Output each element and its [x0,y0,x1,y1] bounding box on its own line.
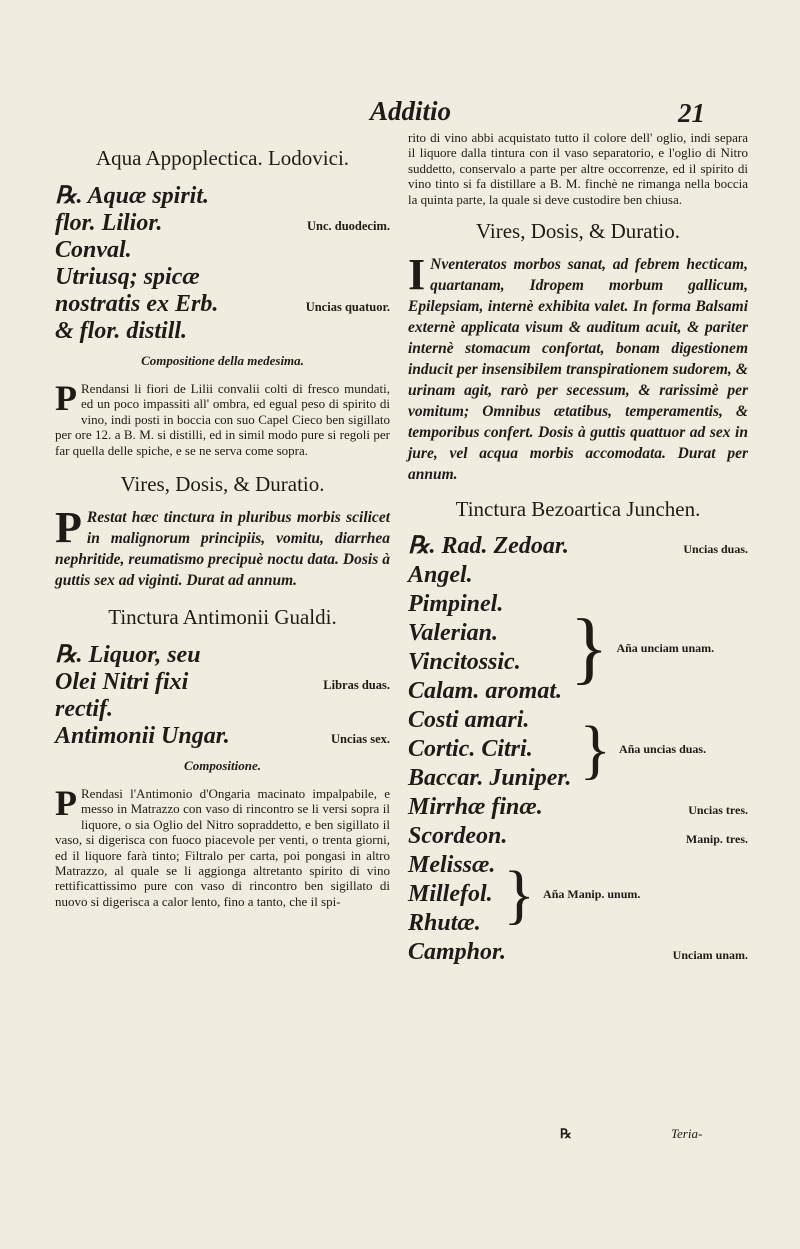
catchword: Teria- [671,1126,703,1141]
ingredient-line: Melissæ. [408,852,496,879]
ingredient-line: flor. Lilior. Unc. duodecim. [55,210,390,236]
running-head: Additio [370,96,452,126]
ingredient-line: rectif. [55,696,113,723]
ingredient-line: Valerian. [408,620,499,647]
ingredient-line: ℞. Aquæ spirit. [55,183,209,209]
brace-glyph: } [570,604,609,693]
ingredient-line: Olei Nitri fixi Libras duas. [55,669,390,696]
ingredient-line: Utriusq; spicæ [55,264,200,290]
custos-mark: ℞ [560,1126,572,1141]
brace-glyph: } [503,857,536,931]
ingredient-line: Calam. aromat. [408,678,563,705]
paragraph: PRestat hæc tinctura in pluribus morbis scilicet in malignorum principiis, vomitu, diarrhea nephritide, reumatismo precipuè noctu data. Dosis à guttis sex ad viginti. Durat ad annum. [55,503,390,590]
recipe-title: Aqua Appoplectica. Lodovici. [95,146,350,170]
ingredient-list [408,532,748,967]
ingredient-line: Millefol. [408,881,493,908]
ingredient-line: Scordeon. Manip. tres. [408,823,748,850]
ingredient-line: Costi amari. [408,707,530,734]
page-number: 21 [678,98,705,128]
right-column [408,130,748,969]
ingredient-line: Rhutæ. [408,910,481,937]
recipe-title: Tinctura Antimonii Gualdi. [108,605,337,630]
paragraph: PRendansi li fiori de Lilii convalii colti di fresco mundati, ed un poco impassiti all' ombra, ed egual peso di spirito di vino, indi posti in boccia con suo Capel Cieco ben sigillato per ore 12. a B. M. si distilli, ed in simil modo pure si regoli per far quella delle spiche, e se ne serva come sopra. [55,378,390,458]
recipe-title: Tinctura Bezoartica Junchen. [455,497,701,522]
ingredient-line: Camphor. Unciam unam. [408,939,748,966]
group-quantity: Aña unciam unam. [616,640,715,655]
ingredient-line: Conval. [55,237,132,263]
left-column [55,130,390,909]
paragraph: rito di vino abbi acquistato tutto il colore dell' oglio, indi separa il liquore dalla tintura con il vaso separatorio, e l'oglio di Nitro suddetto, conservalo a parte per altre occorrenze, ed il spirito di vino tinto si fa distillare a B. M. finchè ne rimanga nella boccia la quinta parte, la quale si deve custodire ben chiusa. [408,130,748,207]
section-heading: Vires, Dosis, & Duratio. [475,219,681,244]
ingredient-group [408,851,748,938]
ingredient-line: ℞. Rad. Zedoar. Uncias duas. [408,533,748,560]
ingredient-line: Cortic. Citri. [408,736,533,763]
ingredient-group [408,590,748,706]
ingredient-list [55,640,390,750]
ingredient-line: & flor. distill. [55,318,188,344]
paragraph: INventeratos morbos sanat, ad febrem hecticam, quartanam, Idropem morbum gallicum, Epilepsiam, internè exhibita valet. In forma Balsami externè applicata visum & auditum acuit, & pariter internè stomacum confortat, bonam digestionem inducit per insensibilem transpirationem sudorem, & urinam agit, rarò per secessum, & rarissimè per vomitum; Omnibus ætatibus, temperamentis, & temporibus confert. Dosis à guttis quattuor ad sex in jure, vel acqua morbis accomodata. Durat per annum. [408,250,748,484]
ingredient-list [55,181,390,345]
section-heading: Vires, Dosis, & Duratio. [120,472,325,497]
ingredient-line: Baccar. Juniper. [408,765,572,792]
ingredient-line: nostratis ex Erb. Uncias quatuor. [55,291,390,317]
brace-glyph: } [579,712,612,786]
paragraph: PRendasi l'Antimonio d'Ongaria macinato impalpabile, e messo in Matrazzo con vaso di rincontro se li versi sopra il liquore, o sia Oglio del Nitro sopraddetto, e ben sigillato il vaso, si digerisca con fuoco piacevole per venti, o trenta giorni, ed il liquore farà tinto; Filtralo per carta, poi pongasi in altro Matrazzo, al quale se li aggionga altretanto spirito di vino rettificattissimo pure con vaso di rincontro ben sigillato di nuovo si digerisca a calor lento, fino a tanto, che il spi- [55,783,390,909]
group-quantity: Aña uncias duas. [619,742,707,757]
group-quantity: Aña Manip. unum. [543,887,641,902]
subheading: Compositione della medesima. [141,353,304,368]
ingredient-line: Pimpinel. [408,591,504,618]
ingredient-line: ℞. Liquor, seu [55,642,201,669]
ingredient-group [408,706,748,793]
ingredient-line: Angel. [408,562,473,589]
ingredient-line: Mirrhæ finæ. Uncias tres. [408,794,748,821]
ingredient-line: Vincitossic. [408,649,521,676]
subheading: Compositione. [184,758,261,774]
ingredient-line: Antimonii Ungar. Uncias sex. [55,723,390,750]
